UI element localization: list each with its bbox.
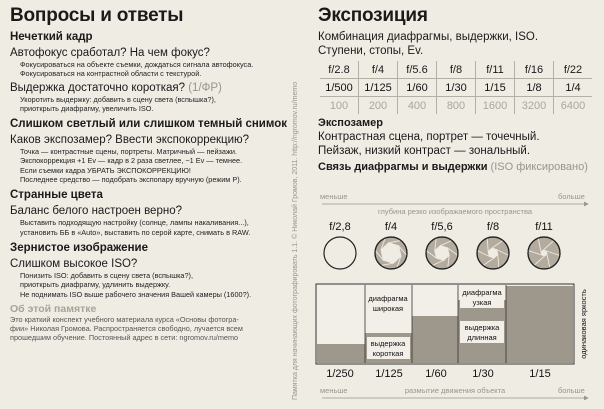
dof-less-label: меньше [320,192,348,201]
answer: приоткрыть диафрагму, удлинить выдержку. [20,280,171,290]
question: Баланс белого настроен верно? [10,205,182,218]
section-heading: Зернистое изображение [10,241,148,254]
shutter-label: 1/60 [425,368,447,380]
shutter-block [317,344,365,363]
table-cell: f/11 [476,61,515,79]
intro-line: Ступени, стопы, Ev. [318,45,424,57]
table-cell: 1/30 [437,79,476,97]
brightness-label: одинаковая яркость [579,289,588,359]
table-cell: f/2.8 [328,63,350,76]
section-heading: Нечеткий кадр [10,31,93,43]
aperture-icon [375,237,407,269]
metering-line: Пейзаж, низкий контраст — зональный. [318,145,531,157]
section-heading: Слишком светлый или слишком темный снимок [10,118,288,131]
shutter-block [412,316,458,363]
long-shutter-label: длинная [467,333,497,342]
table-cell: 800 [437,97,476,115]
table-cell: 1/15 [476,79,515,97]
motion-less-label: меньше [320,386,348,395]
shutter-label: 1/250 [326,368,354,380]
shutter-label: 1/30 [472,368,494,380]
answer: Последнее средство — подобрать экспопару вручную (режим Р). [20,175,242,185]
intro-line: Комбинация диафрагмы, выдержки, ISO. [318,31,539,43]
answer: приоткрыть диафрагму, увеличить ISO. [20,103,154,113]
table-cell: 1/60 [398,79,437,97]
wide-aperture-label: широкая [372,304,404,313]
link-heading: Связь диафрагмы и выдержки (ISO фиксировано) [318,161,588,173]
aperture-block [412,285,458,316]
narrow-aperture-label: диафрагма [462,288,502,297]
aperture-icon [477,237,509,269]
table-cell: f/8 [437,61,476,79]
answer: Не поднимать ISO выше рабочего значения Вашей камеры (1600?). [20,289,252,299]
answer: Экспокоррекция +1 Ev — кадр в 2 раза светлее, −1 Ev — темнее. [20,156,243,166]
answer: Точка — контрастные сцены, портреты. Матричный — пейзажи. [20,147,237,157]
exposure-title: Экспозиция [318,5,428,26]
aperture-icon [324,237,356,269]
metering-line: Контрастная сцена, портрет — точечный. [318,131,540,143]
aperture-label: f/4 [384,221,398,233]
about-heading: Об этой памятке [10,302,97,315]
shutter-block [506,286,573,363]
table-cell: 100 [320,97,359,115]
aperture-icons [324,237,560,269]
question: Слишком высокое ISO? [10,257,138,270]
answer: Понизить ISO: добавить в сцену света (вспышка?), [20,270,194,280]
long-shutter-label: выдержка [464,323,500,332]
dof-more-label: больше [558,192,585,201]
aperture-label: f/8 [486,221,500,233]
exposure-chart [316,284,588,364]
answer: Фокусироваться на контрастной области с текстурой. [20,69,202,79]
table-cell: f/5.6 [398,61,437,79]
question: Автофокус сработал? На чем фокус? [10,47,210,59]
table-cell: 3200 [515,97,554,115]
about-line: Это краткий конспект учебного материала курса «Основы фотогра- [10,314,239,324]
table-cell: f/4 [359,61,398,79]
aperture-icon [528,237,560,269]
metering-heading: Экспозамер [318,117,383,129]
dof-axis-label: глубина резко изображаемого пространства [377,207,533,216]
motion-axis-label: размытие движения объекта [404,386,506,395]
short-shutter-label: выдержка [370,339,406,348]
table-cell: 1/4 [554,79,593,97]
section-heading: Странные цвета [10,189,103,202]
aperture-label: f/11 [535,221,553,233]
table-cell: 400 [398,97,437,115]
shutter-label: 1/15 [529,368,551,380]
about-line: фии» Николая Громова. Распространяется свободно, лучается всем [10,323,243,333]
qa-title: Вопросы и ответы [10,5,184,26]
table-cell: 1/500 [320,79,359,97]
aperture-block [317,285,365,344]
shutter-label: 1/125 [375,368,403,380]
table-cell: 1/8 [515,79,554,97]
answer: установить ББ в «Auto», выставить по серой карте, снимать в RAW. [20,227,251,237]
question: Каков экспозамер? Ввести экспокоррекцию? [10,134,250,147]
table-cell: 1/125 [359,79,398,97]
about-line: прошедшим обучение. Постоянный адрес в сети: ngromov.ru/memo [10,332,239,342]
narrow-aperture-label: узкая [472,298,492,307]
table-cell: 200 [359,97,398,115]
vertical-copyright: Памятка для начинающих фотографировать 1.1. © Николай Громов, 2011. http://ngromov.ru/memo [292,81,299,400]
motion-more-label: больше [558,386,585,395]
question: Выдержка достаточно короткая? (1/ФР) [10,81,222,94]
aperture-icon [426,237,458,269]
answer: Фокусироваться на объекте съемки, дождаться сигнала автофокуса. [20,60,254,69]
answer: Укоротить выдержку: добавить в сцену света (вспышка?), [20,94,216,104]
table-cell: 6400 [554,97,593,115]
answer: Выставить подходящую настройку (солнце, лампы накаливания...), [20,218,249,228]
wide-aperture-label: диафрагма [368,294,408,303]
aperture-label: f/5,6 [431,221,453,233]
short-shutter-label: короткая [372,349,404,358]
aperture-label: f/2,8 [329,221,351,233]
table-cell: 1600 [476,97,515,115]
table-cell: f/22 [554,61,593,79]
answer: Если съемки кадра УБРАТЬ ЭКСПОКОРРЕКЦИЮ! [20,165,191,175]
table-cell: f/16 [515,61,554,79]
